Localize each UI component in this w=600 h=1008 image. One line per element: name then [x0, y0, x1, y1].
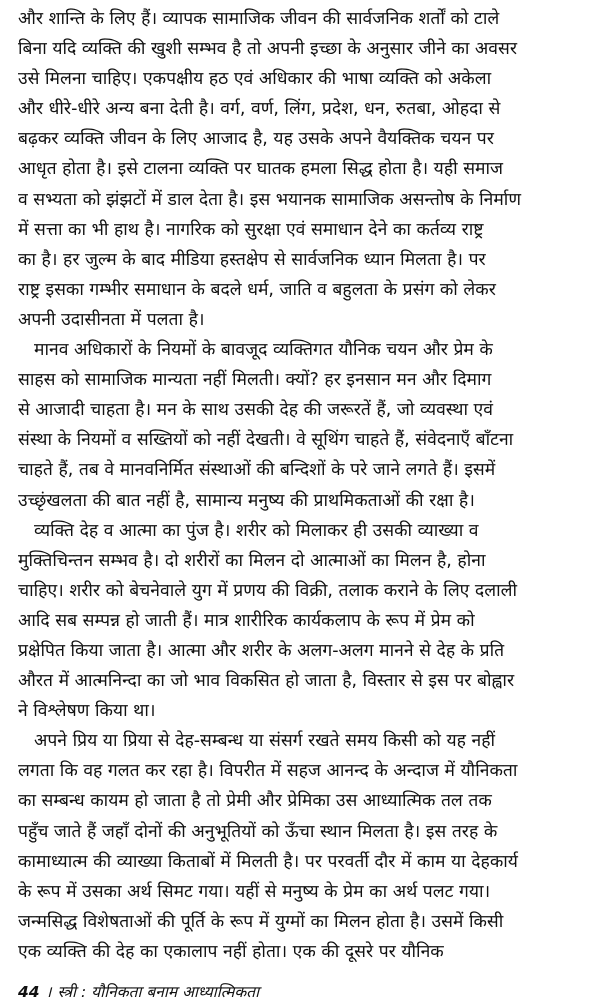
paragraph-2: [18, 335, 586, 516]
text-line: आदि सब सम्पन्न हो जाती हैं। मात्र शारीरिक कार्यकलाप के रूप में प्रेम को: [18, 610, 475, 631]
text-line: उच्छृंखलता की बात नहीं है, सामान्य मनुष्य की प्राथमिकताओं की रक्षा है।: [18, 490, 475, 511]
page-footer: [18, 980, 259, 1002]
text-line: का है। हर जुल्म के बाद मीडिया हस्तक्षेप से सार्वजनिक ध्यान मिलता है। पर: [18, 249, 486, 270]
text-line: व सभ्यता को झंझटों में डाल देता है। इस भयानक सामाजिक असन्तोष के निर्माण: [18, 189, 521, 210]
text-line: संस्था के नियमों व सख्तियों को नहीं देखती। वे सूथिंग चाहते हैं, संवेदनाएँ बाँटना: [18, 430, 514, 451]
page-number: 44: [18, 983, 40, 1001]
text-line: उसे मिलना चाहिए। एकपक्षीय हठ एवं अधिकार की भाषा व्यक्ति को अकेला: [18, 69, 492, 90]
text-line: ने विश्लेषण किया था।: [18, 701, 156, 722]
page-body: [18, 4, 586, 967]
text-line: औरत में आत्मनिन्दा का जो भाव विकसित हो जाता है, विस्तार से इस पर बोह्वार: [18, 671, 515, 692]
text-line: बिना यदि व्यक्ति की खुशी सम्भव है तो अपनी इच्छा के अनुसार जीने का अवसर: [18, 39, 517, 60]
text-line: से आजादी चाहता है। मन के साथ उसकी देह की जरूरतें हैं, जो व्यवस्था एवं: [18, 400, 493, 421]
footer-separator: ।: [45, 983, 52, 1001]
text-line: चाहिए। शरीर को बेचनेवाले युग में प्रणय की विक्री, तलाक कराने के लिए दलाली: [18, 580, 518, 601]
text-line: व्यक्ति देह व आत्मा का पुंज है। शरीर को मिलाकर ही उसकी व्याख्या व: [34, 520, 479, 541]
paragraph-3: [18, 516, 586, 727]
text-line: साहस को सामाजिक मान्यता नहीं मिलती। क्यों? हर इनसान मन और दिमाग: [18, 370, 492, 391]
text-line: प्रक्षेपित किया जाता है। आत्मा और शरीर के अलग-अलग मानने से देह के प्रति: [18, 640, 505, 661]
text-line: में सत्ता का भी हाथ है। नागरिक को सुरक्षा एवं समाधान देने का कर्तव्य राष्ट्र: [18, 219, 484, 240]
text-line: अपनी उदासीनता में पलता है।: [18, 309, 205, 330]
text-line: लगता कि वह गलत कर रहा है। विपरीत में सहज आनन्द के अन्दाज में यौनिकता: [18, 761, 518, 782]
paragraph-4: [18, 726, 586, 967]
text-line: का सम्बन्ध कायम हो जाता है तो प्रेमी और प्रेमिका उस आध्यात्मिक तल तक: [18, 791, 492, 812]
text-line: मानव अधिकारों के नियमों के बावजूद व्यक्तिगत यौनिक चयन और प्रेम के: [34, 340, 493, 361]
text-line: अपने प्रिय या प्रिया से देह-सम्बन्ध या संसर्ग रखते समय किसी को यह नहीं: [34, 731, 496, 752]
text-line: बढ़कर व्यक्ति जीवन के लिए आजाद है, यह उसके अपने वैयक्तिक चयन पर: [18, 129, 494, 150]
text-line: राष्ट्र इसका गम्भीर समाधान के बदले धर्म, जाति व बहुलता के प्रसंग को लेकर: [18, 279, 496, 300]
text-line: कामाध्यात्म की व्याख्या किताबों में मिलती है। पर परवर्ती दौर में काम या देहकार्य: [18, 851, 518, 872]
running-title: स्त्री : यौनिकता बनाम आध्यात्मिकता: [57, 983, 260, 1001]
text-line: एक व्यक्ति की देह का एकालाप नहीं होता। एक की दूसरे पर यौनिक: [18, 941, 444, 962]
text-line: और धीरे-धीरे अन्य बना देती है। वर्ग, वर्ण, लिंग, प्रदेश, धन, रुतबा, ओहदा से: [18, 99, 501, 120]
text-line: जन्मसिद्ध विशेषताओं की पूर्ति के रूप में युग्मों का मिलन होता है। उसमें किसी: [18, 911, 504, 932]
paragraph-1: [18, 4, 586, 335]
text-line: चाहते हैं, तब वे मानवनिर्मित संस्थाओं की बन्दिशों के परे जाने लगते हैं। इसमें: [18, 460, 496, 481]
text-line: मुक्तिचिन्तन सम्भव है। दो शरीरों का मिलन दो आत्माओं का मिलन है, होना: [18, 550, 486, 571]
text-line: के रूप में उसका अर्थ सिमट गया। यहीं से मनुष्य के प्रेम का अर्थ पलट गया।: [18, 881, 491, 902]
text-line: पहुँच जाते हैं जहाँ दोनों की अनुभूतियों को ऊँचा स्थान मिलता है। इस तरह के: [18, 821, 498, 842]
text-line: और शान्ति के लिए हैं। व्यापक सामाजिक जीवन की सार्वजनिक शर्तों को टाले: [18, 9, 500, 29]
text-line: आधृत होता है। इसे टालना व्यक्ति पर घातक हमला सिद्ध होता है। यही समाज: [18, 159, 504, 180]
